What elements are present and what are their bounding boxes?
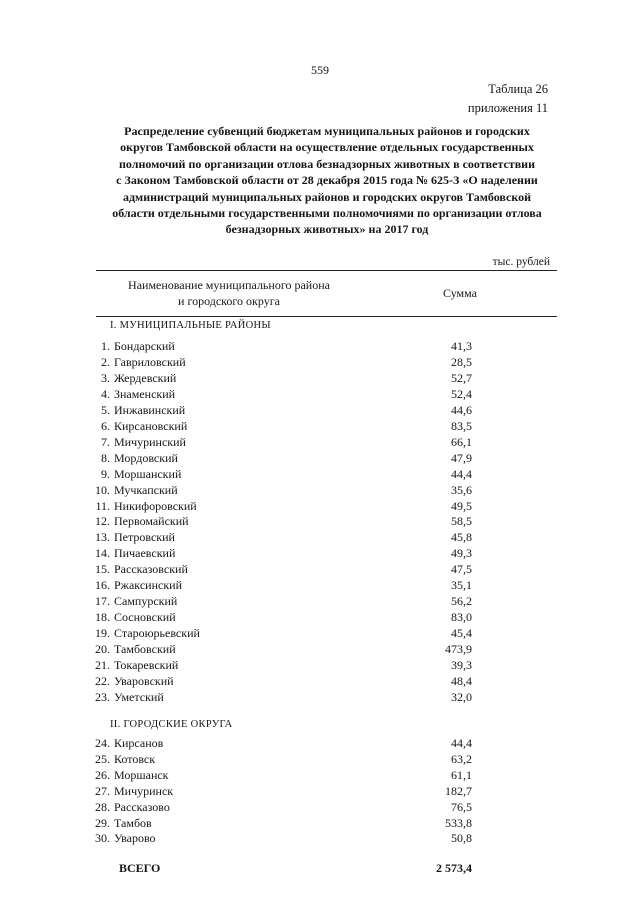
table-row: [0, 482, 640, 498]
page-number: 559: [311, 63, 329, 77]
table-row: [0, 830, 640, 846]
table-row: [0, 577, 640, 593]
title-line: округов Тамбовской области на осуществление отдельных государственных: [120, 140, 534, 155]
row-name: Уварово: [114, 831, 156, 846]
row-number: 6.: [101, 418, 110, 433]
table-row: [0, 418, 640, 434]
row-value: 41,3: [451, 339, 472, 353]
row-name: Знаменский: [114, 386, 176, 401]
row-name: Мордовский: [114, 450, 178, 465]
title-line: Распределение субвенций бюджетам муниципальных районов и городских: [124, 124, 530, 138]
row-value: 44,4: [451, 466, 472, 481]
table-row: [0, 609, 640, 625]
row-name: Сосновский: [114, 610, 176, 625]
appendix-number: приложения 11: [467, 101, 548, 115]
table-row: [0, 783, 640, 799]
row-value: 47,9: [451, 450, 472, 465]
row-value: 66,1: [451, 434, 472, 449]
table-row: [0, 370, 640, 386]
row-value: 47,5: [451, 562, 472, 577]
row-number: 14.: [95, 546, 110, 561]
table-row: [0, 386, 640, 402]
table-row: [0, 751, 640, 767]
row-number: 25.: [95, 751, 110, 766]
row-number: 29.: [95, 815, 110, 830]
row-value: 473,9: [445, 642, 472, 657]
row-name: Первомайский: [114, 514, 189, 529]
row-value: 49,5: [451, 498, 472, 513]
row-number: 5.: [101, 402, 110, 417]
row-number: 3.: [101, 370, 110, 385]
table-row: [0, 799, 640, 815]
row-number: 21.: [95, 658, 110, 672]
row-number: 23.: [95, 689, 110, 704]
title-line: области отдельными государственными полномочиями по организации отлова: [112, 206, 542, 221]
table-row: [0, 434, 640, 450]
table-row: [0, 338, 640, 354]
table-row: [0, 641, 640, 657]
row-number: 27.: [95, 783, 110, 798]
row-name: Гавриловский: [114, 354, 186, 369]
row-name: Моршанский: [114, 466, 182, 481]
row-value: 44,4: [451, 736, 472, 750]
table-row: [0, 657, 640, 673]
row-value: 48,4: [451, 673, 472, 688]
row-number: 2.: [101, 354, 110, 369]
row-number: 22.: [95, 673, 110, 688]
row-name: Ржаксинский: [114, 578, 182, 593]
column-header-name: Наименование муниципального района и городского округа: [128, 278, 330, 308]
table-row: [0, 402, 640, 418]
row-value: 76,5: [451, 799, 472, 814]
row-number: 18.: [95, 610, 110, 625]
row-name: Жердевский: [114, 370, 177, 385]
row-value: 63,2: [451, 751, 472, 766]
table-row: [0, 466, 640, 482]
row-number: 4.: [101, 386, 110, 401]
row-number: 11.: [95, 498, 110, 513]
row-name: Тамбовский: [114, 642, 176, 657]
row-name: Петровский: [114, 530, 175, 545]
row-number: 17.: [95, 594, 110, 609]
table-row: [0, 673, 640, 689]
table-row: [0, 529, 640, 545]
row-name: Тамбов: [114, 815, 152, 830]
total-value: 2 573,4: [436, 861, 472, 875]
row-value: 533,8: [445, 815, 472, 830]
row-number: 20.: [95, 642, 110, 657]
row-value: 39,3: [451, 658, 472, 672]
row-value: 35,1: [451, 578, 472, 593]
row-value: 45,4: [451, 626, 472, 641]
row-value: 50,8: [451, 831, 472, 846]
row-number: 24.: [95, 736, 110, 750]
row-number: 9.: [101, 466, 110, 481]
row-value: 61,1: [451, 767, 472, 782]
table-number: Таблица 26: [488, 82, 548, 96]
column-header-sum: Сумма: [443, 286, 477, 300]
row-name: Уметский: [114, 689, 164, 704]
row-number: 26.: [95, 767, 110, 782]
row-name: Инжавинский: [114, 402, 186, 417]
row-name: Уваровский: [114, 673, 174, 688]
row-name: Мичуринский: [114, 434, 186, 449]
table-row: [0, 498, 640, 514]
row-name: Никифоровский: [114, 498, 197, 513]
row-value: 83,5: [451, 418, 472, 433]
unit-label: тыс. рублей: [492, 256, 550, 268]
row-value: 52,4: [451, 386, 472, 401]
row-name: Бондарский: [114, 339, 175, 353]
row-value: 182,7: [445, 783, 472, 798]
table-row: [0, 450, 640, 466]
row-number: 28.: [95, 799, 110, 814]
row-value: 44,6: [451, 402, 472, 417]
row-name: Староюрьевский: [114, 626, 200, 641]
row-value: 49,3: [451, 546, 472, 561]
row-name: Токаревский: [114, 658, 179, 672]
row-number: 12.: [95, 514, 110, 529]
row-value: 58,5: [451, 514, 472, 529]
row-name: Котовск: [114, 751, 156, 766]
title-line: администраций муниципальных районов и городских округов Тамбовской: [122, 189, 532, 204]
row-name: Мучкапский: [114, 482, 178, 497]
section-heading: I. МУНИЦИПАЛЬНЫЕ РАЙОНЫ: [110, 320, 271, 331]
row-value: 35,6: [451, 482, 472, 497]
table-row: [0, 767, 640, 783]
row-number: 13.: [95, 530, 110, 545]
row-number: 30.: [95, 831, 110, 846]
total-label: ВСЕГО: [119, 861, 161, 875]
table-row: [0, 354, 640, 370]
row-number: 19.: [95, 626, 110, 641]
table-row: [0, 735, 640, 751]
row-number: 16.: [95, 578, 110, 593]
row-name: Мичуринск: [114, 783, 174, 798]
row-number: 1.: [101, 339, 110, 353]
row-value: 83,0: [451, 610, 472, 625]
title-line: полномочий по организации отлова безнадзорных животных в соответствии: [118, 156, 536, 171]
row-number: 7.: [101, 434, 110, 449]
table-row: [0, 545, 640, 561]
row-value: 56,2: [451, 594, 472, 609]
row-name: Кирсановский: [114, 418, 188, 433]
row-name: Рассказово: [114, 799, 170, 814]
section-heading: II. ГОРОДСКИЕ ОКРУГА: [110, 719, 233, 730]
row-name: Кирсанов: [114, 736, 164, 750]
table-row: [0, 561, 640, 577]
table-row: [0, 689, 640, 705]
row-number: 8.: [101, 450, 110, 465]
row-value: 52,7: [451, 370, 472, 385]
table-row: [0, 815, 640, 831]
table-row: [0, 593, 640, 609]
row-name: Сампурский: [114, 594, 178, 609]
row-value: 45,8: [451, 530, 472, 545]
row-value: 28,5: [451, 354, 472, 369]
row-number: 15.: [95, 562, 110, 577]
row-name: Пичаевский: [114, 546, 176, 561]
row-value: 32,0: [451, 689, 472, 704]
title-line: с Законом Тамбовской области от 28 декабря 2015 года № 625-З «О наделении: [116, 173, 538, 188]
row-number: 10.: [95, 482, 110, 497]
row-name: Моршанск: [114, 767, 169, 782]
row-name: Рассказовский: [114, 562, 188, 577]
table-row: [0, 625, 640, 641]
table-row: [0, 513, 640, 529]
title-line: безнадзорных животных» на 2017 год: [225, 222, 429, 237]
